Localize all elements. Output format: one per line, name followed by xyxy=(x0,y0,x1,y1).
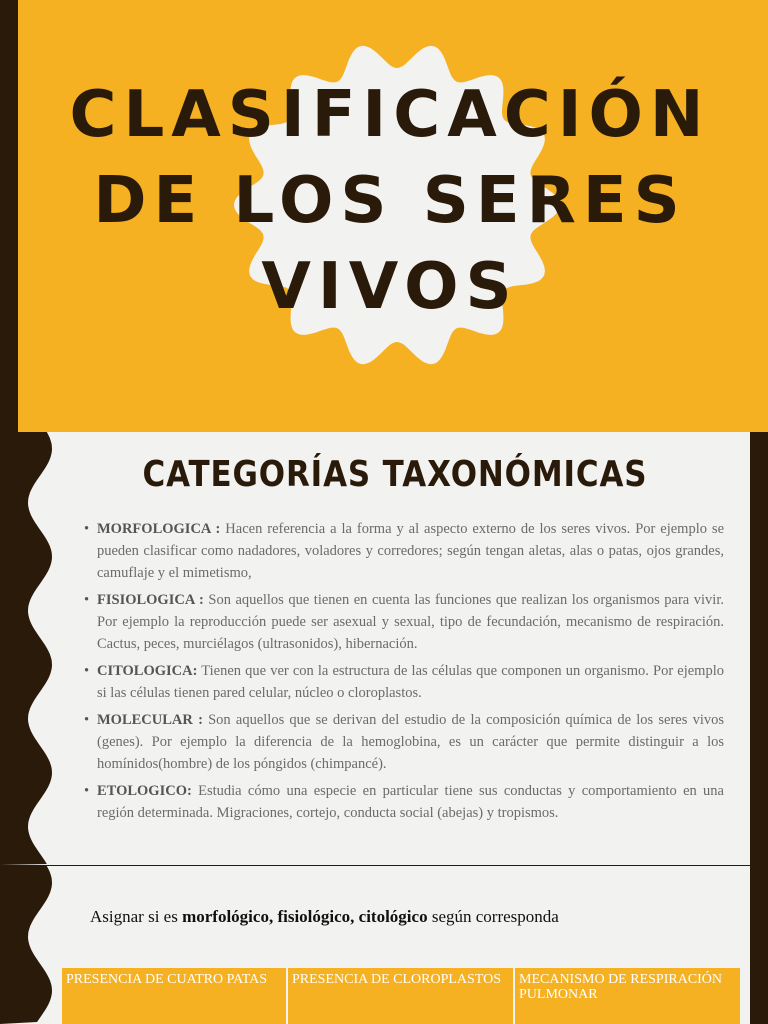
list-item xyxy=(84,660,724,704)
instruction-bold: morfológico, fisiológico, citológico xyxy=(182,907,428,926)
title-line: VIVOS xyxy=(261,250,519,324)
title-line: DE LOS SERES xyxy=(93,164,687,238)
list-item xyxy=(84,518,724,584)
list-item xyxy=(84,589,724,655)
slide-title xyxy=(40,72,740,330)
table-cell: PRESENCIA DE CUATRO PATAS xyxy=(62,968,288,1024)
list-item xyxy=(84,709,724,775)
taxonomy-slide xyxy=(0,432,768,865)
list-item xyxy=(84,780,724,824)
category-term: FISIOLOGICA : xyxy=(97,592,204,608)
instruction-text xyxy=(90,907,559,927)
left-accent-bar xyxy=(0,0,18,432)
assignment-table xyxy=(62,968,740,1024)
category-description: Son aquellos que se derivan del estudio de la composición química de los seres vivos (genes). Por ejemplo la diferencia de la hemoglobina, es un carácter que permite distinguir a los homínidos(hombre) de los póngidos (chimpancé). xyxy=(97,712,724,772)
assignment-slide xyxy=(0,866,768,1024)
title-line: CLASIFICACIÓN xyxy=(69,78,711,152)
category-description: Son aquellos que tienen en cuenta las funciones que realizan los organismos para vivir. Por ejemplo la reproducción puede ser asexual y sexual, tipo de fecundación, mecanismo de respiración. Cactus, peces, murciélagos (ultrasonidos), hibernación. xyxy=(97,592,724,652)
instruction-prefix: Asignar si es xyxy=(90,907,183,926)
wavy-edge-icon xyxy=(0,866,70,1024)
category-term: ETOLOGICO: xyxy=(97,783,192,799)
category-list xyxy=(84,518,724,829)
category-term: CITOLOGICA: xyxy=(97,663,198,679)
section-heading: CATEGORÍAS TAXONÓMICAS xyxy=(142,454,648,495)
category-description: Tienen que ver con la estructura de las células que componen un organismo. Por ejemplo si las células tienen pared celular, núcleo o cloroplastos. xyxy=(97,663,724,701)
category-description: Hacen referencia a la forma y al aspecto externo de los seres vivos. Por ejemplo se pueden clasificar como nadadores, voladores y corredores; según tengan aletas, alas o patas, ojos grandes, camuflaje y el mimetismo, xyxy=(97,521,725,581)
instruction-suffix: según corresponda xyxy=(427,907,559,926)
table-cell: MECANISMO DE RESPIRACIÓN PULMONAR xyxy=(515,968,740,1024)
category-term: MOLECULAR : xyxy=(97,712,203,728)
wavy-edge-icon xyxy=(0,432,70,865)
table-cell: PRESENCIA DE CLOROPLASTOS xyxy=(288,968,515,1024)
category-term: MORFOLOGICA : xyxy=(97,521,221,537)
category-description: Estudia cómo una especie en particular tiene sus conductas y comportamiento en una región determinada. Migraciones, cortejo, conducta social (abejas) y tropismos. xyxy=(97,783,724,821)
title-slide xyxy=(0,0,768,432)
